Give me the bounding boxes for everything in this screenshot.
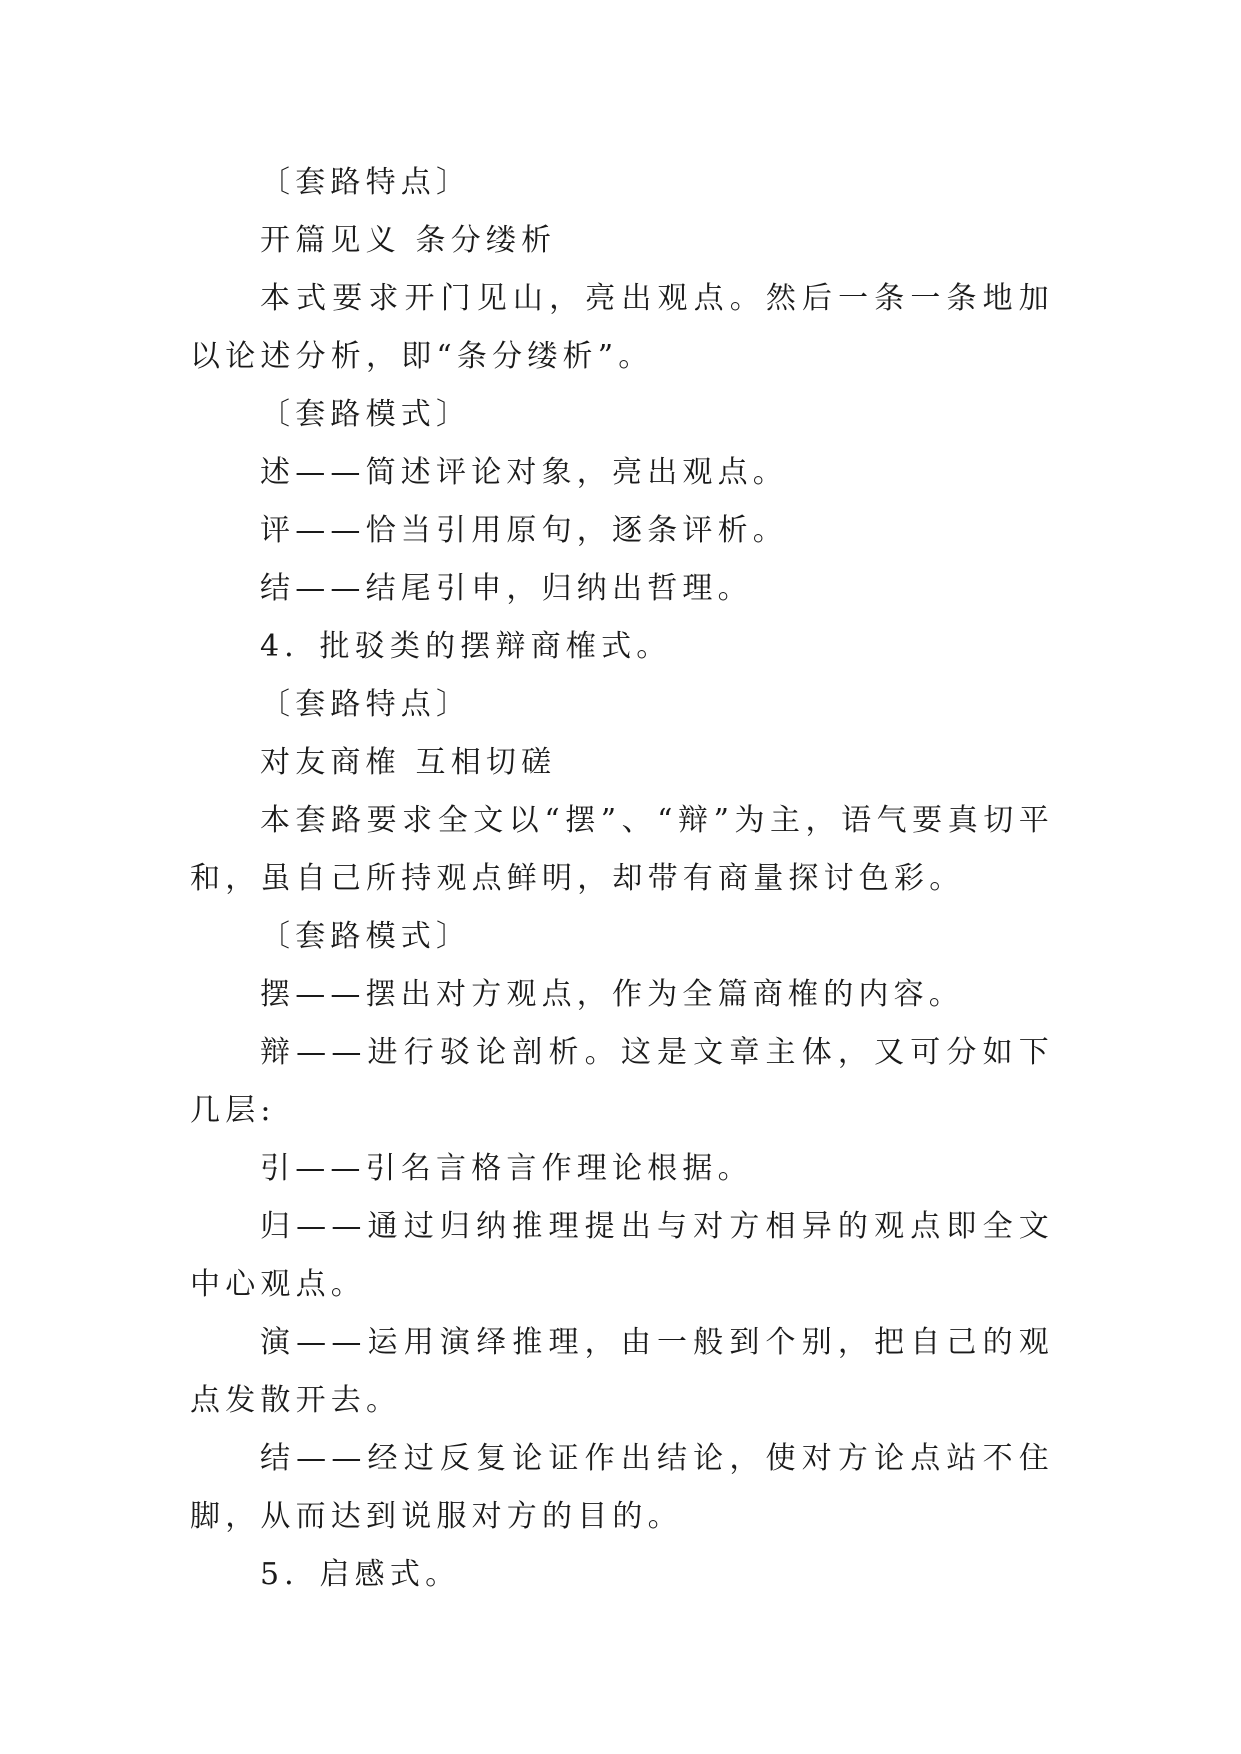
body-text xyxy=(190,154,1054,1604)
section-heading: 5．启感式。 xyxy=(260,1557,461,1592)
heading-pattern-mode: 〔套路模式〕 xyxy=(260,397,472,432)
paragraph: 辩——进行驳论剖析。这是文章主体，又可分如下几层: xyxy=(190,1035,1054,1128)
paragraph: 本式要求开门见山，亮出观点。然后一条一条地加以论述分析，即“条分缕析”。 xyxy=(190,281,1054,374)
paragraph: 归——通过归纳推理提出与对方相异的观点即全文中心观点。 xyxy=(190,1209,1054,1302)
heading-pattern-features: 〔套路特点〕 xyxy=(260,687,472,722)
paragraph: 结——经过反复论证作出结论，使对方论点站不住脚，从而达到说服对方的目的。 xyxy=(190,1441,1054,1534)
paragraph: 本套路要求全文以“摆”、“辩”为主，语气要真切平和，虽自己所持观点鲜明，却带有商量探讨色彩。 xyxy=(190,803,1054,896)
paragraph: 对友商榷 互相切磋 xyxy=(260,745,557,780)
section-heading: 4．批驳类的摆辩商榷式。 xyxy=(260,629,672,664)
paragraph: 演——运用演绎推理，由一般到个别，把自己的观点发散开去。 xyxy=(190,1325,1054,1418)
paragraph: 开篇见义 条分缕析 xyxy=(260,223,557,258)
paragraph: 引——引名言格言作理论根据。 xyxy=(260,1151,753,1186)
paragraph: 评——恰当引用原句，逐条评析。 xyxy=(260,513,788,548)
paragraph: 述——简述评论对象，亮出观点。 xyxy=(260,455,788,490)
paragraph: 摆——摆出对方观点，作为全篇商榷的内容。 xyxy=(260,977,964,1012)
heading-pattern-mode: 〔套路模式〕 xyxy=(260,919,472,954)
heading-pattern-features: 〔套路特点〕 xyxy=(260,165,472,200)
paragraph: 结——结尾引申，归纳出哲理。 xyxy=(260,571,753,606)
